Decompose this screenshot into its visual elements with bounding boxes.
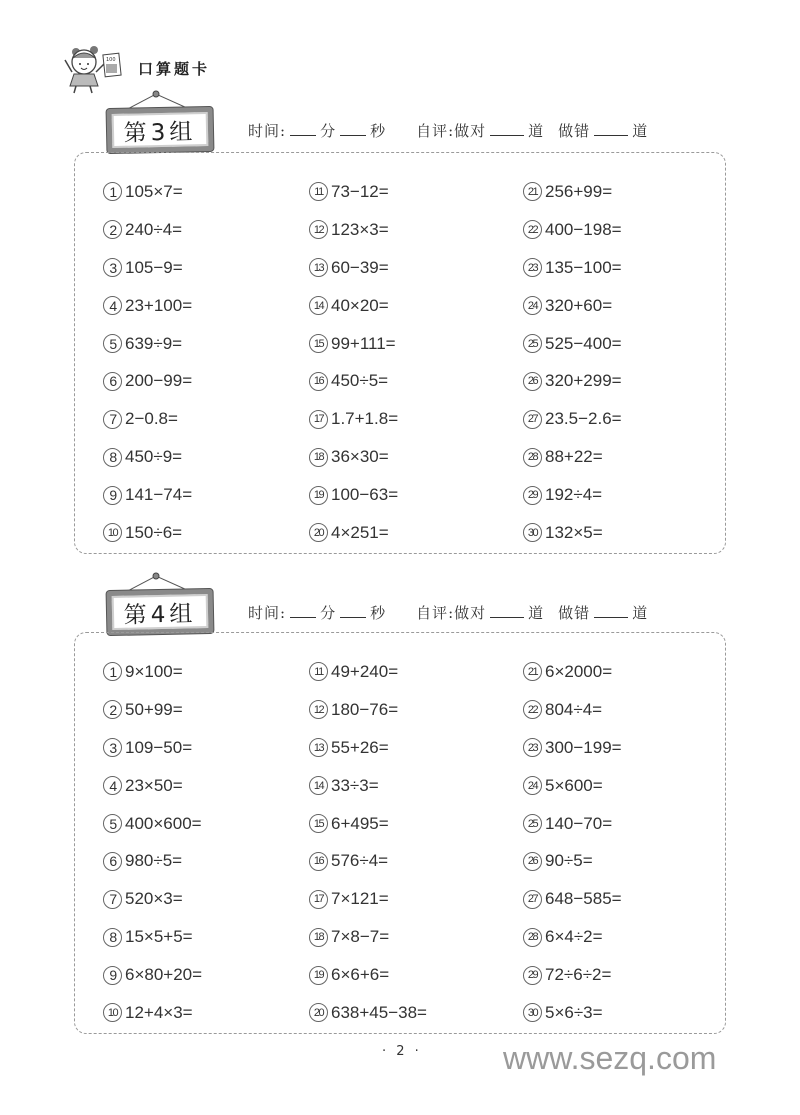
problem-number: 3	[103, 738, 122, 757]
problem-item	[523, 476, 723, 514]
problem-item	[103, 249, 309, 287]
problem-item	[103, 842, 309, 880]
problem-item	[309, 880, 523, 918]
problem-number: 16	[309, 372, 328, 391]
problem-expression: 576÷4=	[331, 851, 389, 871]
problem-expression: 15×5+5=	[125, 927, 193, 947]
problem-number: 18	[309, 448, 328, 467]
time-label: 时间:	[248, 122, 287, 140]
group-4-title: 第4组	[107, 589, 214, 635]
unit-label: 道	[632, 122, 649, 140]
problem-number: 6	[103, 372, 122, 391]
problem-expression: 320+60=	[545, 295, 613, 315]
problem-expression: 638+45−38=	[331, 1002, 427, 1022]
problem-item	[523, 805, 723, 843]
problem-number: 7	[103, 890, 122, 909]
problem-number: 29	[523, 966, 542, 985]
problem-expression: 6×4÷2=	[545, 927, 603, 947]
minutes-label: 分	[320, 604, 337, 622]
group-4-meta	[248, 602, 648, 623]
seconds-label: 秒	[370, 604, 387, 622]
problem-number: 13	[309, 738, 328, 757]
problem-item	[309, 400, 523, 438]
problem-number: 10	[103, 1003, 122, 1022]
problem-expression: 55+26=	[331, 737, 389, 757]
problem-expression: 4×251=	[331, 522, 389, 542]
unit-label: 道	[528, 122, 545, 140]
problem-expression: 2−0.8=	[125, 409, 178, 429]
problem-number: 20	[309, 523, 328, 542]
problem-item	[309, 173, 523, 211]
group-4-sign	[104, 570, 216, 632]
problem-number: 30	[523, 1003, 542, 1022]
problem-item	[309, 287, 523, 325]
problem-number: 27	[523, 890, 542, 909]
minutes-blank[interactable]	[290, 604, 316, 618]
problem-item	[309, 956, 523, 994]
problem-item	[309, 249, 523, 287]
group-4-problem-panel	[74, 632, 726, 1034]
problem-expression: 520×3=	[125, 889, 183, 909]
problem-number: 17	[309, 410, 328, 429]
problem-item	[309, 438, 523, 476]
problem-grid	[103, 173, 723, 552]
problem-expression: 88+22=	[545, 447, 603, 467]
problem-expression: 72÷6÷2=	[545, 965, 612, 985]
problem-expression: 7×121=	[331, 889, 389, 909]
problem-item	[309, 325, 523, 363]
problem-number: 29	[523, 486, 542, 505]
problem-item	[103, 287, 309, 325]
svg-text:100: 100	[106, 57, 116, 63]
problem-number: 26	[523, 852, 542, 871]
problem-item	[523, 438, 723, 476]
problem-number: 12	[309, 220, 328, 239]
problem-item	[523, 842, 723, 880]
problem-expression: 49+240=	[331, 661, 399, 681]
problem-item	[309, 729, 523, 767]
problem-item	[103, 476, 309, 514]
problem-item	[103, 211, 309, 249]
problem-number: 25	[523, 814, 542, 833]
problem-item	[309, 842, 523, 880]
problem-expression: 240÷4=	[125, 219, 183, 239]
group-3-title: 第3组	[107, 107, 214, 153]
problem-expression: 6×80+20=	[125, 965, 203, 985]
problem-expression: 400×600=	[125, 813, 202, 833]
problem-number: 19	[309, 486, 328, 505]
problem-number: 21	[523, 662, 542, 681]
page-number: · 2 ·	[382, 1044, 422, 1059]
problem-item	[103, 994, 309, 1032]
book-title: 口算题卡	[138, 60, 211, 78]
problem-expression: 40×20=	[331, 295, 389, 315]
seconds-blank[interactable]	[340, 122, 366, 136]
problem-item	[309, 994, 523, 1032]
problem-number: 24	[523, 296, 542, 315]
seconds-label: 秒	[370, 122, 387, 140]
problem-item	[103, 918, 309, 956]
group-3-sign	[104, 88, 216, 150]
problem-item	[309, 362, 523, 400]
problem-item	[523, 287, 723, 325]
problem-expression: 50+99=	[125, 699, 183, 719]
problem-number: 1	[103, 182, 122, 201]
problem-item	[309, 211, 523, 249]
problem-number: 21	[523, 182, 542, 201]
problem-item	[523, 653, 723, 691]
problem-number: 22	[523, 220, 542, 239]
problem-expression: 6×6+6=	[331, 965, 390, 985]
minutes-label: 分	[320, 122, 337, 140]
problem-expression: 33÷3=	[331, 775, 379, 795]
problem-item	[523, 880, 723, 918]
problem-number: 23	[523, 258, 542, 277]
problem-expression: 60−39=	[331, 257, 389, 277]
seconds-blank[interactable]	[340, 604, 366, 618]
problem-item	[523, 249, 723, 287]
problem-expression: 639÷9=	[125, 333, 183, 353]
wrong-blank[interactable]	[594, 122, 628, 136]
problem-number: 12	[309, 700, 328, 719]
problem-item	[523, 691, 723, 729]
problem-number: 5	[103, 814, 122, 833]
problem-item	[103, 805, 309, 843]
problem-expression: 804÷4=	[545, 699, 603, 719]
problem-expression: 90÷5=	[545, 851, 593, 871]
problem-number: 9	[103, 486, 122, 505]
problem-number: 15	[309, 814, 328, 833]
problem-item	[523, 918, 723, 956]
wrong-label: 做错	[558, 122, 591, 140]
problem-item	[523, 400, 723, 438]
problem-expression: 12+4×3=	[125, 1002, 193, 1022]
problem-item	[309, 767, 523, 805]
minutes-blank[interactable]	[290, 122, 316, 136]
problem-item	[103, 767, 309, 805]
problem-item	[309, 514, 523, 552]
wrong-blank[interactable]	[594, 604, 628, 618]
problem-number: 13	[309, 258, 328, 277]
problem-number: 17	[309, 890, 328, 909]
problem-number: 15	[309, 334, 328, 353]
correct-blank[interactable]	[490, 604, 524, 618]
problem-item	[523, 325, 723, 363]
problem-expression: 150÷6=	[125, 522, 183, 542]
problem-expression: 5×6÷3=	[545, 1002, 603, 1022]
problem-number: 25	[523, 334, 542, 353]
problem-expression: 256+99=	[545, 181, 613, 201]
problem-grid	[103, 653, 723, 1032]
problem-item	[309, 805, 523, 843]
problem-number: 30	[523, 523, 542, 542]
problem-expression: 192÷4=	[545, 485, 603, 505]
problem-item	[103, 173, 309, 211]
problem-item	[523, 173, 723, 211]
problem-item	[103, 514, 309, 552]
problem-expression: 100−63=	[331, 485, 399, 505]
problem-number: 4	[103, 296, 122, 315]
problem-expression: 300−199=	[545, 737, 622, 757]
unit-label: 道	[528, 604, 545, 622]
problem-item	[103, 325, 309, 363]
problem-number: 16	[309, 852, 328, 871]
problem-number: 1	[103, 662, 122, 681]
problem-expression: 23.5−2.6=	[545, 409, 622, 429]
problem-item	[103, 362, 309, 400]
problem-expression: 99+111=	[331, 333, 396, 353]
problem-item	[309, 653, 523, 691]
mascot-girl-icon	[62, 36, 134, 96]
problem-expression: 320+299=	[545, 371, 622, 391]
problem-number: 24	[523, 776, 542, 795]
problem-expression: 105−9=	[125, 257, 183, 277]
problem-expression: 105×7=	[125, 181, 183, 201]
problem-item	[523, 729, 723, 767]
problem-expression: 980÷5=	[125, 851, 183, 871]
problem-item	[523, 767, 723, 805]
problem-item	[103, 400, 309, 438]
problem-number: 6	[103, 852, 122, 871]
problem-expression: 141−74=	[125, 485, 193, 505]
problem-expression: 6×2000=	[545, 661, 613, 681]
correct-label: 自评:做对	[416, 604, 487, 622]
problem-expression: 140−70=	[545, 813, 613, 833]
problem-number: 2	[103, 220, 122, 239]
group-3-problem-panel	[74, 152, 726, 554]
unit-label: 道	[632, 604, 649, 622]
problem-expression: 450÷9=	[125, 447, 183, 467]
problem-item	[523, 514, 723, 552]
problem-number: 5	[103, 334, 122, 353]
problem-expression: 9×100=	[125, 661, 183, 681]
problem-number: 19	[309, 966, 328, 985]
problem-item	[309, 476, 523, 514]
problem-expression: 400−198=	[545, 219, 622, 239]
problem-number: 11	[309, 662, 328, 681]
problem-item	[103, 880, 309, 918]
problem-number: 7	[103, 410, 122, 429]
problem-number: 18	[309, 928, 328, 947]
problem-expression: 23+100=	[125, 295, 193, 315]
problem-number: 8	[103, 448, 122, 467]
problem-expression: 23×50=	[125, 775, 183, 795]
problem-expression: 123×3=	[331, 219, 389, 239]
problem-item	[103, 653, 309, 691]
problem-number: 3	[103, 258, 122, 277]
problem-item	[309, 918, 523, 956]
problem-number: 8	[103, 928, 122, 947]
problem-expression: 648−585=	[545, 889, 622, 909]
problem-expression: 180−76=	[331, 699, 399, 719]
problem-number: 4	[103, 776, 122, 795]
problem-expression: 450÷5=	[331, 371, 389, 391]
wrong-label: 做错	[558, 604, 591, 622]
problem-number: 27	[523, 410, 542, 429]
problem-number: 22	[523, 700, 542, 719]
problem-expression: 132×5=	[545, 522, 603, 542]
problem-number: 23	[523, 738, 542, 757]
problem-expression: 525−400=	[545, 333, 622, 353]
problem-expression: 73−12=	[331, 181, 389, 201]
problem-expression: 1.7+1.8=	[331, 409, 399, 429]
problem-item	[523, 994, 723, 1032]
watermark: www.sezq.com	[503, 1040, 717, 1076]
page-header	[62, 36, 262, 96]
problem-number: 9	[103, 966, 122, 985]
problem-number: 10	[103, 523, 122, 542]
problem-item	[103, 438, 309, 476]
problem-item	[103, 956, 309, 994]
problem-item	[103, 729, 309, 767]
problem-expression: 6+495=	[331, 813, 389, 833]
problem-item	[103, 691, 309, 729]
problem-expression: 7×8−7=	[331, 927, 390, 947]
group-3-meta	[248, 120, 648, 141]
problem-expression: 36×30=	[331, 447, 389, 467]
problem-item	[523, 211, 723, 249]
problem-item	[523, 362, 723, 400]
problem-number: 14	[309, 776, 328, 795]
correct-blank[interactable]	[490, 122, 524, 136]
problem-item	[309, 691, 523, 729]
problem-number: 11	[309, 182, 328, 201]
problem-number: 20	[309, 1003, 328, 1022]
problem-number: 14	[309, 296, 328, 315]
time-label: 时间:	[248, 604, 287, 622]
problem-number: 2	[103, 700, 122, 719]
problem-item	[523, 956, 723, 994]
problem-expression: 200−99=	[125, 371, 193, 391]
correct-label: 自评:做对	[416, 122, 487, 140]
problem-number: 28	[523, 448, 542, 467]
problem-expression: 5×600=	[545, 775, 603, 795]
problem-number: 26	[523, 372, 542, 391]
problem-number: 28	[523, 928, 542, 947]
problem-expression: 109−50=	[125, 737, 193, 757]
problem-expression: 135−100=	[545, 257, 622, 277]
